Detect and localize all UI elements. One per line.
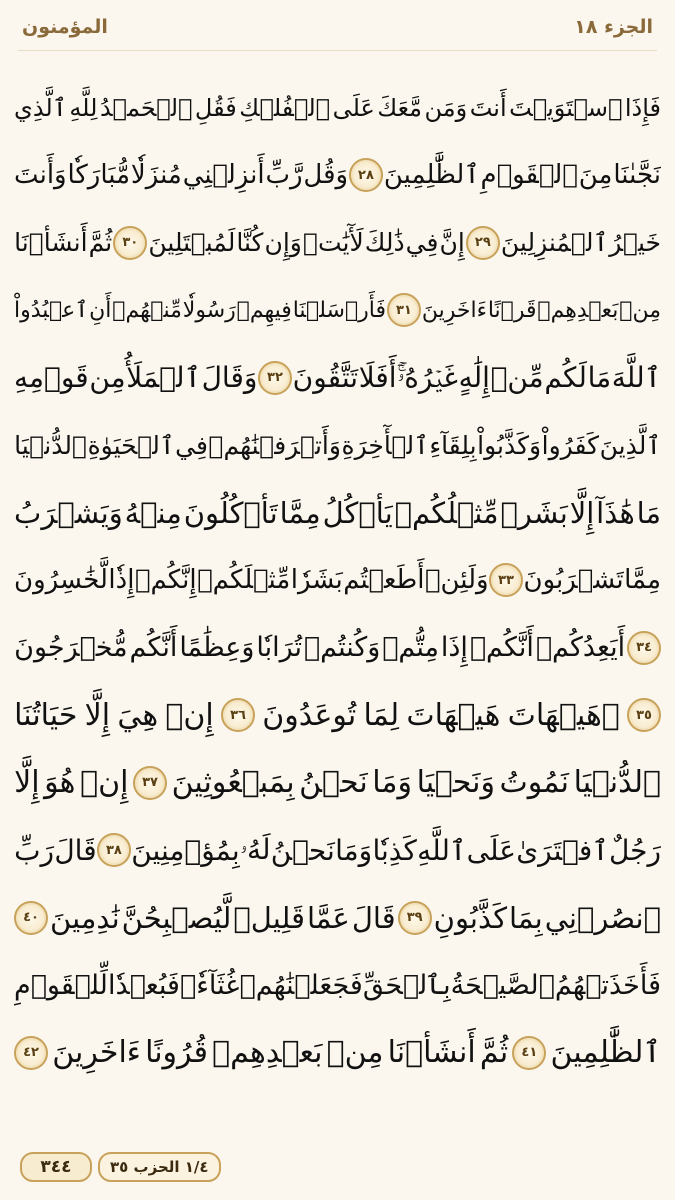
quran-word: ءَاخَرِينَ (52, 1035, 141, 1071)
quran-word: مِّثۡلُكُمۡ (394, 495, 499, 530)
quran-word: وَقَالَ (201, 361, 258, 395)
quran-word: ذَٰلِكَ (364, 228, 405, 258)
quran-word: ٱلۡمَلَأُ (126, 361, 201, 395)
quran-word: مُّبَارَكٗا (67, 160, 131, 191)
surah-name: المؤمنون (22, 16, 108, 38)
quran-word: ٱلۡمُنزِلِينَ (500, 228, 609, 258)
text-line (14, 142, 661, 210)
quran-word: نَحۡنُ (299, 765, 368, 801)
quran-word: مِتُّمۡ (382, 632, 439, 664)
quran-word: حَيَاتُنَا (14, 697, 78, 733)
quran-word: تَأۡكُلُونَ (183, 495, 278, 530)
quran-word: ٱللَّهَ (611, 361, 661, 395)
quran-word: إِلَّا (84, 697, 111, 733)
quran-word: خَيۡرُ (609, 228, 661, 258)
quran-word: وَكَذَّبُواْ (477, 430, 542, 460)
quran-word: كَذَّبُونِ (433, 900, 508, 935)
quran-word: وَنَحۡيَا (416, 765, 495, 801)
text-line (14, 277, 661, 345)
quran-word: إِنۡ (165, 697, 214, 733)
page-footer (20, 1152, 221, 1182)
quran-word: مَا (636, 495, 661, 530)
quran-word: أَفَلَا (358, 361, 397, 395)
quran-word: وَمَن (424, 93, 468, 122)
quran-word: قَوۡمِهِ (14, 361, 89, 395)
quran-word: مِّنۡ (490, 361, 544, 395)
quran-word: لِّلۡقَوۡمِ (14, 969, 108, 1001)
ayah-number-marker: ٣٩ (398, 901, 432, 935)
quran-word: إِنۡ (80, 765, 129, 801)
quran-word: لِلَّهِ (69, 93, 98, 122)
quran-word: وَقُل (303, 160, 349, 191)
quran-word: إِذٗا (108, 565, 135, 596)
text-line (14, 749, 661, 817)
quran-word: رَسُولٗا (182, 297, 236, 323)
quran-word: عَمَّا (306, 900, 350, 935)
quran-word: مِنۢ (326, 1035, 384, 1071)
ayah-number-marker: ٣٥ (627, 698, 661, 732)
quran-word: ٱللَّهِ (417, 833, 467, 867)
quran-word: ثُمَّ (88, 228, 113, 258)
ayah-number-marker: ٤٠ (14, 901, 48, 935)
quran-word: وَأَنتَ (14, 160, 67, 191)
quran-word: وَمَا (372, 765, 412, 801)
quran-word: عَلَى (332, 93, 375, 122)
quran-word: ٱلۡأٓخِرَةِ (341, 430, 429, 460)
quran-word: أَنشَأۡنَا (387, 1035, 476, 1071)
quran-word: وَلَئِنۡ (424, 565, 489, 596)
quran-word: أَيَعِدُكُمۡ (535, 632, 626, 664)
quran-word: فَجَعَلۡنَٰهُمۡ (239, 969, 363, 1001)
text-line (14, 547, 661, 615)
ayah-number-marker: ٣٠ (113, 226, 147, 260)
quran-word: فَقُلِ (194, 93, 237, 122)
quran-word: وَأَتۡرَفۡنَٰهُمۡ (208, 430, 341, 460)
quran-word: وَعِظَٰمًا (179, 632, 255, 664)
quran-word: هَيۡهَاتَ (406, 697, 501, 733)
quran-word: لَّيُصۡبِحُنَّ (121, 900, 232, 935)
quran-word: وَيَشۡرَبُ (14, 495, 123, 530)
quran-word: أَنَّكُمۡ (469, 632, 534, 664)
quran-word: ٱنصُرۡنِي (544, 900, 661, 935)
quran-word: مِنۡهُ (124, 495, 182, 530)
quran-word: ٱلَّذِينَ (599, 430, 661, 460)
text-line (14, 1019, 661, 1087)
quran-word: يَأۡكُلُ (322, 495, 393, 530)
quran-word: بَشَرٗا (290, 565, 343, 596)
text-line (14, 344, 661, 412)
text-line (14, 479, 661, 547)
quran-word: مِن (89, 361, 126, 395)
quran-word: نَجَّىٰنَا (613, 160, 661, 191)
quran-word: عَلَى (466, 833, 516, 867)
quran-word: بِٱلۡحَقِّ (362, 969, 451, 1001)
ayah-number-marker: ٢٩ (466, 226, 500, 260)
quran-word: مِنَ (578, 160, 613, 191)
text-line (14, 952, 661, 1020)
quran-word: فَأَخَذَتۡهُمُ (554, 969, 661, 1001)
quran-word: قَالَ (351, 900, 396, 935)
quran-word: إِنَّ (439, 228, 465, 258)
quran-word: أَطَعۡتُم (343, 565, 425, 596)
quran-word: مِمَّا (624, 565, 661, 596)
quran-word: ۞هَيۡهَاتَ (507, 697, 620, 733)
quran-word: لَمُبۡتَلِينَ (148, 228, 236, 258)
quran-word: تُرَابٗا (256, 632, 303, 664)
ayah-number-marker: ٣٧ (133, 766, 167, 800)
quran-word: مِمَّا (279, 495, 321, 530)
quran-word: هِيَ (117, 697, 159, 733)
page-header (22, 12, 653, 42)
quran-word: تَتَّقُونَ (292, 361, 359, 395)
quran-text-block (14, 74, 661, 1087)
quran-word: ثُمَّ (479, 1035, 509, 1071)
quran-word: أَنِ (89, 297, 112, 323)
quran-word: بَعۡدِهِمۡ (212, 1035, 323, 1071)
quran-word: لَكُم (544, 361, 587, 395)
quran-word: رَجُلٌ (608, 833, 661, 867)
quran-word: إِنَّكُمۡ (134, 565, 197, 596)
quran-word: قَالَ (54, 833, 97, 867)
ayah-number-marker: ٣٦ (221, 698, 255, 732)
page-number: ٣٤٤ (20, 1152, 92, 1182)
quran-word: أَنتَ (469, 93, 507, 122)
ayah-number-marker: ٣٢ (258, 361, 292, 395)
quran-word: ءَاخَرِينَ (421, 297, 487, 323)
quran-word: نَحۡنُ (270, 833, 335, 867)
text-line (14, 682, 661, 750)
quran-word: ٱلۡفُلۡكِ (239, 93, 331, 122)
hizb-marker: ١/٤ الحزب ٣٥ (98, 1152, 221, 1182)
quran-word: مُّخۡرَجُونَ (14, 632, 128, 664)
quran-word: غَيۡرُهُۥٓۚ (397, 360, 458, 394)
quran-word: مُنزَلٗا (130, 160, 182, 191)
quran-word: بَشَرٞ (500, 495, 568, 530)
quran-word: كَفَرُواْ (541, 430, 600, 460)
quran-word: ٱلۡحَمۡدُ (99, 93, 193, 122)
quran-word: ٱلۡحَيَوٰةِ (87, 430, 175, 460)
quran-word: نَٰدِمِينَ (50, 900, 120, 935)
quran-word: إِذَا (440, 632, 468, 664)
quran-word: ٱلَّذِي (14, 93, 67, 122)
quran-word: فِي (405, 228, 439, 258)
quran-word: أَنشَأۡنَا (14, 228, 88, 258)
quran-word: فَأَرۡسَلۡنَا (292, 297, 387, 323)
quran-word: وَكُنتُمۡ (303, 632, 381, 664)
quran-word: لَّخَٰسِرُونَ (14, 565, 108, 596)
quran-word: نَمُوتُ (499, 765, 569, 801)
text-line (14, 74, 661, 142)
quran-word: فَبُعۡدٗا (107, 969, 180, 1001)
header-divider (18, 50, 657, 51)
quran-word: إِلَّا (569, 495, 595, 530)
quran-word: أَنَّكُم (129, 632, 178, 664)
quran-word: لَأٓيَٰتٖ (302, 228, 364, 258)
quran-word: مِنۢ (619, 297, 661, 323)
quran-word: وَمَا (335, 833, 373, 867)
quran-word: ٱلدُّنۡيَا (573, 765, 661, 801)
quran-word: إِلَٰهٍ (458, 361, 490, 395)
quran-word: أَنزِلۡنِي (182, 160, 265, 191)
quran-word: مَّعَكَ (377, 93, 423, 122)
ayah-number-marker: ٤١ (512, 1036, 546, 1070)
quran-word: قُرُونًا (145, 1035, 208, 1071)
quran-word: قَلِيلٖ (233, 900, 305, 935)
ayah-number-marker: ٣٣ (489, 563, 523, 597)
quran-word: ٱلدُّنۡيَا (14, 430, 87, 460)
text-line (14, 817, 661, 885)
quran-word: ٱلظَّٰلِمِينَ (383, 160, 480, 191)
quran-word: فِي (175, 430, 208, 460)
quran-word: تَشۡرَبُونَ (523, 565, 624, 596)
ayah-number-marker: ٣٨ (97, 833, 131, 867)
quran-word: بِمُؤۡمِنِينَ (131, 833, 240, 867)
quran-word: لَهُۥ (239, 833, 271, 867)
quran-word: ٱلظَّٰلِمِينَ (550, 1035, 661, 1071)
quran-word: إِلَّا (14, 765, 40, 801)
quran-word: بِمَبۡعُوثِينَ (171, 765, 295, 801)
text-line (14, 209, 661, 277)
quran-word: مِّنۡهُمۡ (112, 297, 182, 323)
quran-word: رَبِّ (14, 833, 55, 867)
quran-word: مَا (587, 361, 612, 395)
quran-word: غُثَآءٗۚ (180, 969, 240, 1001)
quran-word: قَرۡنًا (487, 297, 537, 323)
quran-word: فِيهِمۡ (236, 297, 292, 323)
quran-word: تُوعَدُونَ (262, 697, 357, 733)
quran-word: هُوَ (44, 765, 76, 801)
juz-label: الجزء ١٨ (574, 16, 653, 38)
quran-word: هَٰذَآ (596, 495, 635, 530)
quran-word: ٱفۡتَرَىٰ (516, 833, 609, 867)
ayah-number-marker: ٣١ (387, 293, 421, 327)
ayah-number-marker: ٢٨ (349, 158, 383, 192)
quran-word: مِّثۡلَكُمۡ (197, 565, 291, 596)
quran-word: ٱلصَّيۡحَةُ (450, 969, 555, 1001)
quran-word: بِمَا (509, 900, 543, 935)
quran-word: لِمَا (363, 697, 400, 733)
text-line (14, 412, 661, 480)
ayah-number-marker: ٤٢ (14, 1036, 48, 1070)
quran-word: ٱلۡقَوۡمِ (480, 160, 578, 191)
quran-word: وَإِن (264, 228, 302, 258)
quran-word: ٱسۡتَوَيۡتَ (509, 93, 623, 122)
quran-word: بَعۡدِهِمۡ (537, 297, 619, 323)
text-line (14, 614, 661, 682)
quran-word: فَإِذَا (624, 93, 661, 122)
quran-word: بِلِقَآءِ (429, 430, 477, 460)
quran-word: رَّبِّ (265, 160, 303, 191)
quran-word: ٱعۡبُدُواْ (14, 297, 89, 323)
quran-word: كُنَّا (236, 228, 264, 258)
ayah-number-marker: ٣٤ (627, 631, 661, 665)
text-line (14, 884, 661, 952)
quran-word: كَذِبٗا (372, 833, 417, 867)
